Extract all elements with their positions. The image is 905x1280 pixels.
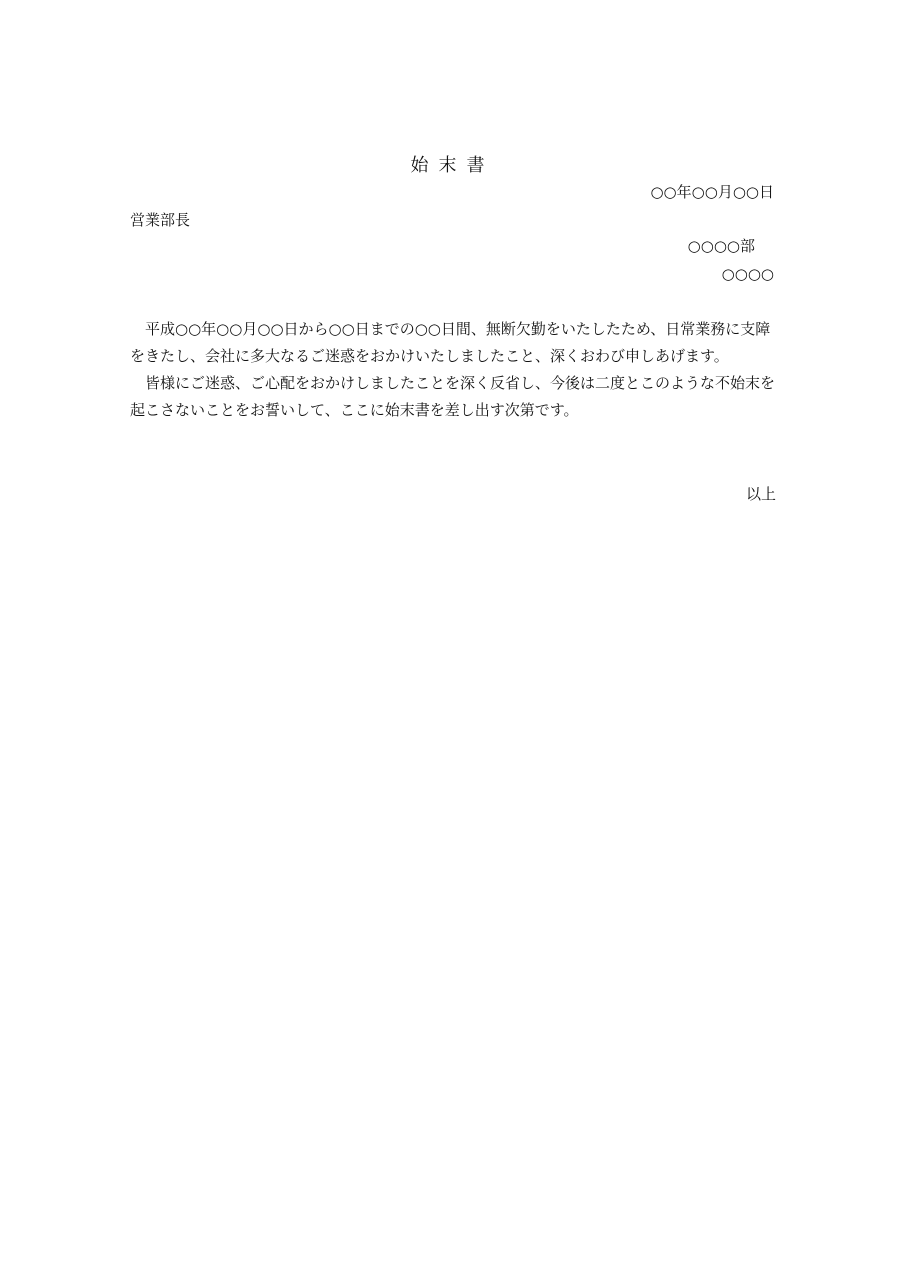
document-title: 始末書 bbox=[410, 155, 495, 176]
sender-name: ○○○○ bbox=[721, 265, 774, 283]
sender-department: ○○○○部 bbox=[687, 237, 755, 255]
recipient: 営業部長 bbox=[130, 211, 191, 229]
document-date: ○○年○○月○○日 bbox=[650, 183, 774, 201]
body-paragraph-2: 皆様にご迷惑、ご心配をおかけしましたことを深く反省し、今後は二度とこのような不始末を起こさないことをお誓いして、ここに始末書を差し出す次第です。 bbox=[130, 374, 776, 419]
body-paragraph-1: 平成○○年○○月○○日から○○日までの○○日間、無断欠勤をいたしたため、日常業務に支障をきたし、会社に多大なるご迷惑をおかけいたしましたこと、深くおわび申しあげます。 bbox=[130, 320, 771, 365]
document-body bbox=[130, 316, 776, 424]
closing-mark: 以上 bbox=[745, 485, 776, 503]
